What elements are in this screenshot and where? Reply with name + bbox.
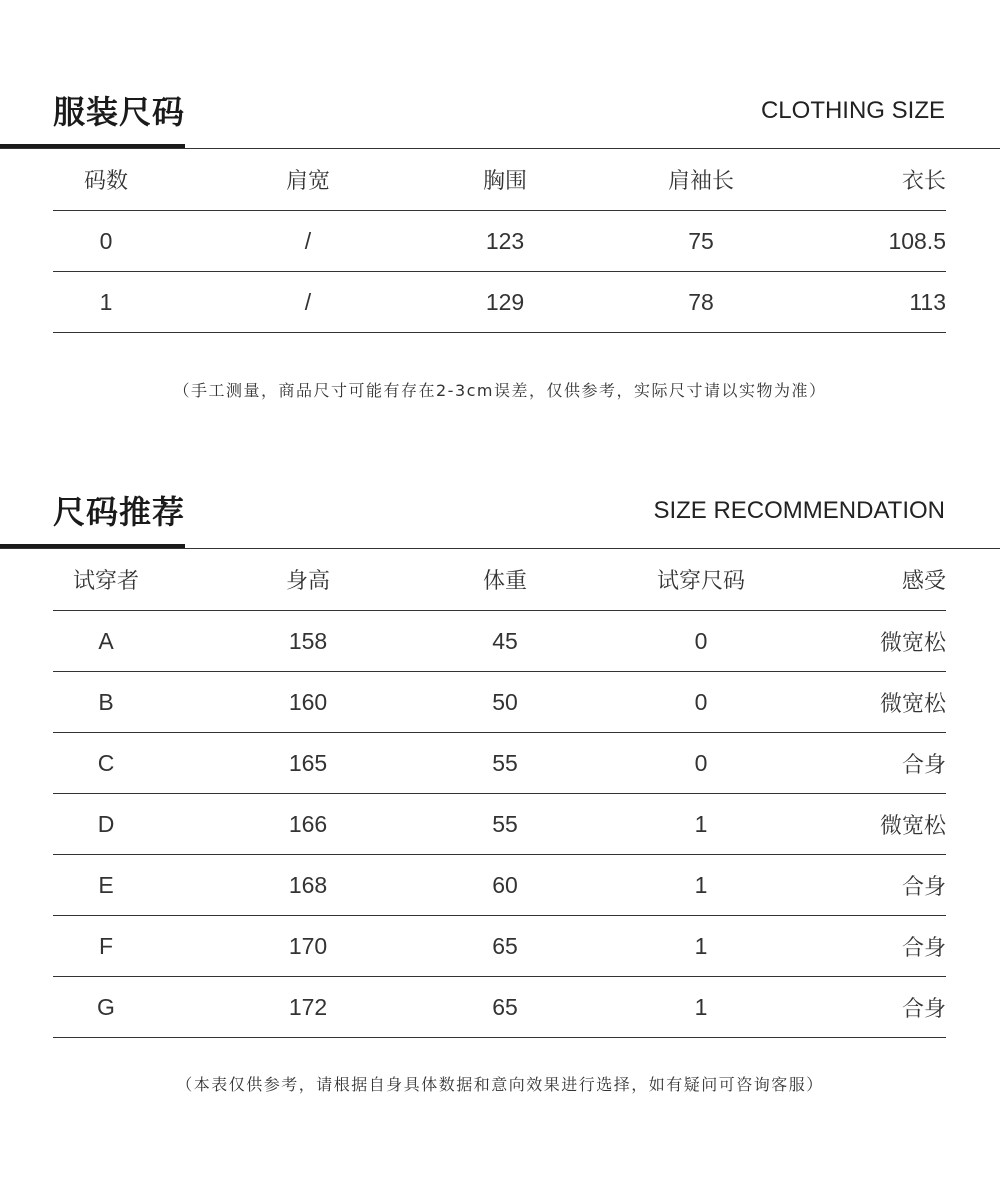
table-cell: 1	[99, 288, 113, 315]
header-weight: 体重	[482, 569, 527, 594]
table-cell: 合身	[901, 996, 946, 1022]
clothing-size-title: 服装尺码	[53, 93, 186, 131]
table-row	[53, 272, 946, 333]
table-cell: A	[98, 627, 114, 654]
table-cell: 160	[288, 688, 328, 715]
table-cell: 60	[492, 871, 518, 898]
table-row	[53, 211, 946, 272]
table-cell: 合身	[901, 935, 946, 961]
table-cell: E	[98, 871, 114, 898]
table-row	[53, 794, 946, 855]
header-chest: 胸围	[482, 169, 527, 194]
table-cell: /	[304, 227, 312, 254]
table-cell: 168	[288, 871, 328, 898]
header-size: 码数	[83, 169, 128, 194]
table-cell: 129	[485, 288, 525, 315]
header-height: 身高	[285, 569, 330, 594]
table-cell: 158	[288, 627, 328, 654]
table-row	[53, 611, 946, 672]
table-cell: 微宽松	[879, 630, 946, 656]
table-cell: 微宽松	[879, 813, 946, 839]
size-recommendation-title: 尺码推荐	[53, 493, 186, 531]
table-cell: 65	[492, 932, 518, 959]
table-cell: 50	[492, 688, 518, 715]
table-cell: 113	[909, 288, 946, 315]
table-cell: D	[97, 810, 115, 837]
table-cell: F	[98, 932, 114, 959]
table-cell: B	[98, 688, 114, 715]
table-cell: 1	[694, 932, 708, 959]
table-cell: 1	[694, 810, 708, 837]
table-cell: 55	[492, 810, 518, 837]
table-cell: 合身	[901, 874, 946, 900]
clothing-size-table	[53, 149, 946, 333]
table-cell: 172	[288, 993, 328, 1020]
header-tester: 试穿者	[72, 569, 139, 594]
table-cell: 合身	[901, 752, 946, 778]
table-row	[53, 977, 946, 1038]
table-cell: 0	[694, 688, 708, 715]
clothing-size-note: （手工测量，商品尺寸可能有存在2-3cm误差，仅供参考，实际尺寸请以实物为准）	[173, 381, 827, 400]
table-cell: 0	[694, 627, 708, 654]
size-recommendation-note: （本表仅供参考，请根据自身具体数据和意向效果进行选择，如有疑问可咨询客服）	[176, 1075, 824, 1094]
table-cell: G	[97, 993, 115, 1020]
table-header-row	[53, 549, 946, 611]
table-cell: 0	[694, 749, 708, 776]
table-row	[53, 855, 946, 916]
table-cell: /	[304, 288, 312, 315]
header-sleeve: 肩袖长	[667, 169, 734, 194]
header-tried-size: 试穿尺码	[656, 569, 745, 594]
table-cell: 78	[688, 288, 714, 315]
size-recommendation-table	[53, 549, 946, 1038]
table-row	[53, 733, 946, 794]
table-cell: 123	[485, 227, 525, 254]
table-cell: 55	[492, 749, 518, 776]
table-cell: 165	[288, 749, 328, 776]
table-row	[53, 916, 946, 977]
table-cell: 1	[694, 871, 708, 898]
table-cell: 166	[288, 810, 328, 837]
header-length: 衣长	[901, 169, 946, 194]
table-cell: 75	[688, 227, 714, 254]
table-cell: 108.5	[888, 227, 946, 254]
table-cell: C	[97, 749, 115, 776]
table-cell: 0	[99, 227, 113, 254]
size-recommendation-subtitle: SIZE RECOMMENDATION	[653, 497, 945, 524]
table-cell: 65	[492, 993, 518, 1020]
header-shoulder: 肩宽	[285, 169, 330, 194]
table-cell: 微宽松	[879, 691, 946, 717]
table-cell: 45	[492, 627, 518, 654]
table-row	[53, 672, 946, 733]
table-header-row	[53, 149, 946, 211]
clothing-size-subtitle: CLOTHING SIZE	[760, 97, 945, 124]
table-cell: 170	[288, 932, 328, 959]
table-cell: 1	[694, 993, 708, 1020]
header-feel: 感受	[901, 569, 946, 594]
